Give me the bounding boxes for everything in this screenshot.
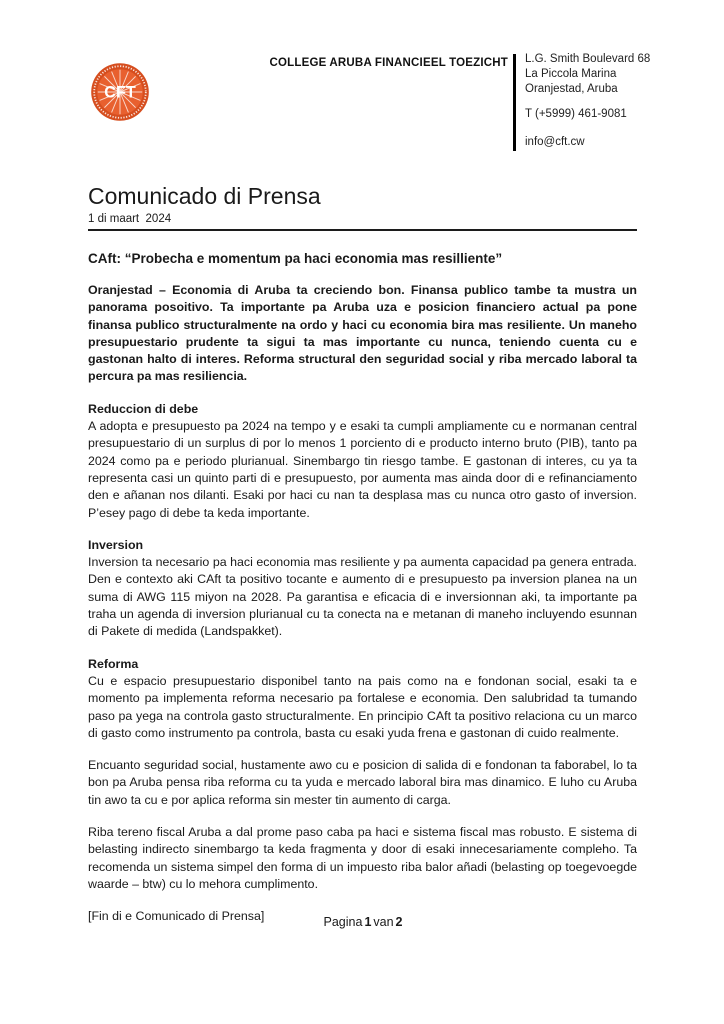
- header-vertical-divider: [513, 54, 516, 151]
- cft-logo: [90, 62, 150, 122]
- contact-email: info@cft.cw: [525, 136, 585, 148]
- paragraph: Encuanto seguridad social, hustamente awo cu e posicion di salida di e fondonan ta faborabel, lo ta bon pa Aruba pensa riba reforma cu ta yuda e mercado laboral bira mas dinamico. E luho cu Aruba tin awo ta cu e por aplica reforma sin mester tin aumento di carga.: [88, 758, 637, 807]
- cft-logo-text: CFT: [104, 83, 136, 102]
- page-number-label: Pagina: [323, 915, 363, 929]
- cft-logo-icon: [90, 62, 150, 122]
- paragraph: A adopta e presupuesto pa 2024 na tempo y e esaki ta cumpli ampliamente cu e normanan central presupuestario di un surplus di por lo menos 1 porciento di e producto interno bruto (PIB), tanto pa 2024 como pa e periodo plurianual. Sinembargo tin riesgo tambe. E gastonan di interes, cu ya ta representa casi un quinto parti di e presupuesto, por aumenta mas ainda door di e refinanciamento den e añanan nos dilanti. Esaki por haci cu nan ta desplasa mas cu nunca otro gasto of inversion. P’esey pago di debe ta keda importante.: [88, 419, 637, 520]
- section-heading-debt-reduction: Reduccion di debe: [88, 401, 199, 416]
- lead-paragraph: Oranjestad – Economia di Aruba ta creciendo bon. Finansa publico tambe ta mustra un panorama posoitivo. Ta importante pa Aruba uza e posicion financiero actual pa pone finansa publico structuralmente na ordo y haci cu economia bira mas resiliente. Un maneho presupuestario prudente ta sigui ta mas importante cu nunca, teniendo cuenta cu e gastonan halto di interes. Reforma structural den seguridad social y riba mercado laboral ta percura pa mas resiliencia.: [88, 283, 637, 384]
- page-number-current: 1: [364, 915, 372, 929]
- org-name: COLLEGE ARUBA FINANCIEEL TOEZICHT: [269, 57, 508, 69]
- page-title: Comunicado di Prensa: [88, 183, 321, 209]
- contact-address-line: L.G. Smith Boulevard 68: [525, 53, 651, 65]
- contact-address-line: La Piccola Marina: [525, 68, 617, 80]
- page-number-total: 2: [395, 915, 403, 929]
- closing-line: [Fin di e Comunicado di Prensa]: [88, 909, 265, 924]
- section-heading-reform: Reforma: [88, 656, 139, 671]
- contact-address-line: Oranjestad, Aruba: [525, 83, 618, 95]
- contact-block: [525, 52, 650, 150]
- paragraph: Riba tereno fiscal Aruba a dal prome paso caba pa haci e sistema fiscal mas robusto. E sistema di belasting indirecto sinembargo ta keda fragmenta y door di esaki innecesariamente compleho. Ta recomenda un sistema simpel den forma di un impuesto riba balor añadi (belasting op toegevoegde waarde – btw) cu lo mehora cumplimento.: [88, 825, 637, 891]
- page-footer: [0, 915, 724, 929]
- paragraph: Cu e espacio presupuestario disponibel tanto na pais como na e fondonan social, esaki ta e momento pa implementa reforma necesario pa fortalese e economia. Den salubridad ta tumando paso pa yega na controla gasto structuralmente. En principio CAft ta positivo relaciona cu un marco di gasto como instrumento pa controla, basta cu esaki yuda frena e gastonan di cuido realmente.: [88, 673, 637, 740]
- section-heading-investment: Inversion: [88, 537, 144, 552]
- paragraph: Inversion ta necesario pa haci economia mas resiliente y pa aumenta capacidad pa genera entrada. Den e contexto aki CAft ta positivo tocante e aumento di e presupuesto pa inversion planea na un suma di AWG 115 miyon na 2028. Pa garantisa e eficacia di e inversionnan aki, ta importante pa traha un agenda di inversion plurianual cu ta conecta na e metanan di maneho incluyendo esunnan di Pakete di medida (Landspakket).: [88, 555, 637, 639]
- title-rule: [88, 229, 637, 231]
- document-date: 1 di maart 2024: [88, 213, 172, 225]
- page-number-separator: van: [373, 915, 394, 929]
- document-body: [88, 183, 637, 926]
- headline: CAft: “Probecha e momentum pa haci economia mas resilliente”: [88, 251, 503, 266]
- contact-phone: T (+5999) 461-9081: [525, 108, 627, 120]
